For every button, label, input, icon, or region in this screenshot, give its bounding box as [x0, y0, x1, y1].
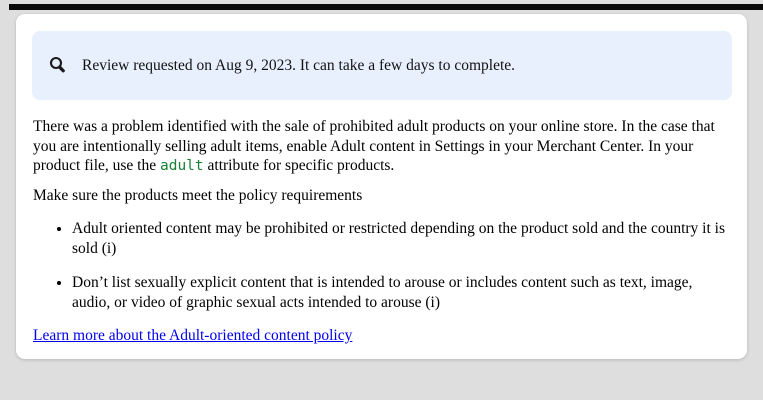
requirements-heading: Make sure the products meet the policy requirements [33, 186, 363, 204]
policy-item-sexually-explicit: • Don’t list sexually explicit content that is intended to arouse or includes content such as text, image, audio, or video of graphic sexual acts intended to arouse (i) [72, 273, 731, 312]
issue-description-after: attribute for specific products. [203, 157, 395, 174]
learn-more-row [33, 326, 731, 346]
window-top-bar [9, 4, 763, 10]
issue-description [33, 117, 731, 177]
review-status-text: Review requested on Aug 9, 2023. It can take a few days to complete. [82, 56, 516, 74]
learn-more-link[interactable]: Learn more about the Adult-oriented content policy [33, 327, 353, 344]
policy-item-adult-content: • Adult oriented content may be prohibited or restricted depending on the product sold and the country it is sold (i) [72, 219, 731, 258]
issue-description-before: There was a problem identified with the sale of prohibited adult products on your online store. In the case that you are intentionally selling adult items, enable Adult content in Settings in your Merchant Center. In your product file, use the [33, 118, 715, 174]
search-icon [48, 56, 67, 75]
policy-requirements-list [33, 219, 731, 312]
policy-issue-card [16, 14, 747, 359]
card-content [33, 117, 731, 346]
adult-attribute-code: adult [159, 158, 204, 174]
review-status-banner [32, 31, 732, 100]
